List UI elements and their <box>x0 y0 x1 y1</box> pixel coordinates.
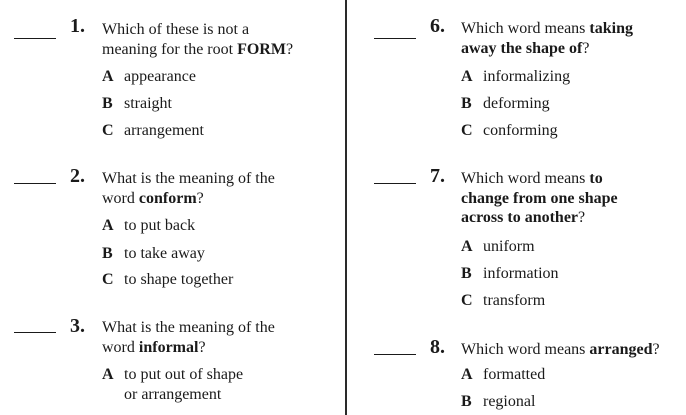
answer-option[interactable]: C transform <box>461 292 546 309</box>
answer-blank[interactable] <box>374 38 416 39</box>
answer-blank[interactable] <box>14 38 56 39</box>
question-stem: What is the meaning of the word informal? <box>102 319 275 356</box>
question-number: 6. <box>430 15 445 37</box>
answer-option[interactable]: A formatted <box>461 366 546 383</box>
question-stem: Which of these is not a meaning for the root FORM? <box>102 21 294 58</box>
answer-option[interactable]: A to put back <box>102 217 196 234</box>
answer-option[interactable]: C to shape together <box>102 271 234 288</box>
answer-option[interactable]: B information <box>461 265 559 282</box>
question-stem: Which word means taking away the shape of? <box>461 20 633 57</box>
column-divider <box>345 0 347 415</box>
answer-option[interactable]: A informalizing <box>461 68 571 85</box>
answer-option[interactable]: A appearance <box>102 68 196 85</box>
answer-blank[interactable] <box>14 183 56 184</box>
question-number: 2. <box>70 165 85 187</box>
answer-option[interactable]: A uniform <box>461 238 535 255</box>
question-number: 8. <box>430 336 445 358</box>
question-stem: Which word means to change from one shape across to another? <box>461 170 618 226</box>
question-number: 1. <box>70 15 85 37</box>
question-number: 7. <box>430 165 445 187</box>
answer-blank[interactable] <box>374 354 416 355</box>
question-stem: What is the meaning of the word conform? <box>102 170 275 207</box>
answer-option[interactable]: C conforming <box>461 122 558 139</box>
answer-option[interactable]: B to take away <box>102 245 205 262</box>
answer-option[interactable]: B straight <box>102 95 172 112</box>
answer-option[interactable]: A to put out of shape or arrangement <box>102 366 244 403</box>
answer-option[interactable]: C arrangement <box>102 122 204 139</box>
question-stem: Which word means arranged? <box>461 341 660 358</box>
answer-blank[interactable] <box>14 332 56 333</box>
answer-option[interactable]: B deforming <box>461 95 550 112</box>
answer-blank[interactable] <box>374 183 416 184</box>
answer-option[interactable]: B regional <box>461 393 536 410</box>
question-number: 3. <box>70 315 85 337</box>
